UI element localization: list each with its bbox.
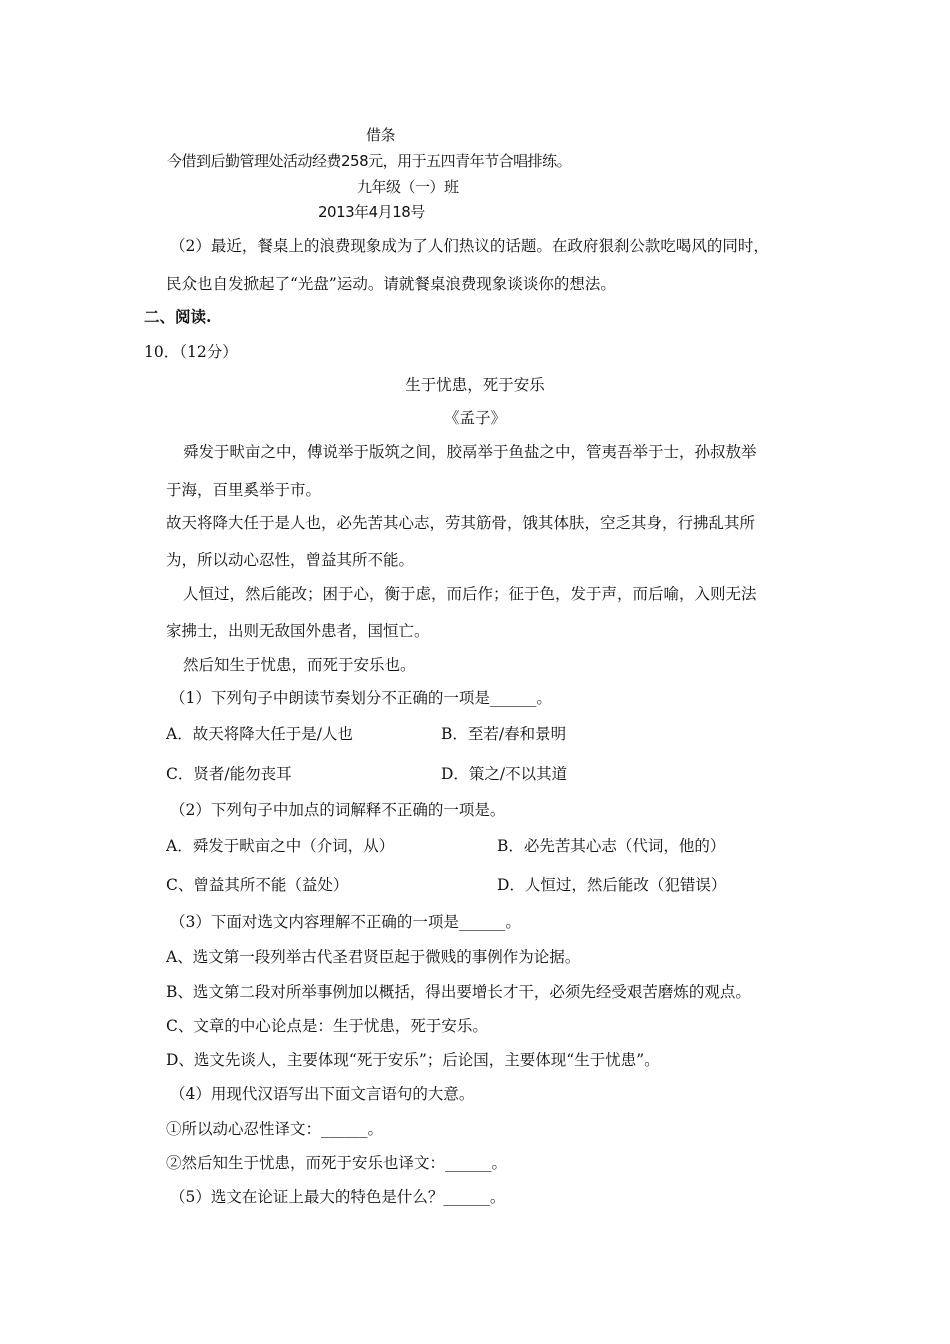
sub4-item-2: ②然后知生于忧患，而死于安乐也译文：______。 [166, 1154, 508, 1172]
sub4-item-1: ①所以动心忍性译文：______。 [166, 1120, 384, 1138]
sub2-option-a: A．舜发于畎亩之中（介词，从） [166, 837, 395, 855]
sub3-option-a: A、选文第一段列举古代圣君贤臣起于微贱的事例作为论据。 [166, 948, 581, 966]
passage-author: 《孟子》 [443, 409, 506, 427]
passage-line: 于海，百里奚举于市。 [166, 481, 322, 499]
question-number: 10．（12分） [144, 343, 238, 361]
sub2-option-c: C、曾益其所不能（益处） [166, 876, 349, 894]
sub1-option-a: A．故天将降大任于是/人也 [166, 725, 353, 743]
prompt-line-2: 民众也自发掀起了“光盘”运动。请就餐桌浪费现象谈谈你的想法。 [166, 275, 616, 293]
passage-line: 然后知生于忧患，而死于安乐也。 [183, 656, 416, 674]
passage-line: 故天将降大任于是人也，必先苦其心志，劳其筋骨，饿其体肤，空乏其身，行拂乱其所 [166, 514, 756, 532]
sub3-option-c: C、文章的中心论点是：生于忧患，死于安乐。 [166, 1017, 488, 1035]
passage-line: 舜发于畎亩之中，傅说举于版筑之间，胶鬲举于鱼盐之中，管夷吾举于士，孙叔敖举 [183, 443, 757, 461]
sub2-option-b: B．必先苦其心志（代词，他的） [497, 837, 726, 855]
sub2-stem: （2）下列句子中加点的词解释不正确的一项是。 [170, 801, 506, 819]
passage-line: 家拂士，出则无敌国外患者，国恒亡。 [166, 622, 430, 640]
sub4-stem: （4）用现代汉语写出下面文言语句的大意。 [170, 1085, 475, 1103]
passage-line: 为，所以动心忍性，曾益其所不能。 [166, 551, 415, 569]
note-date: 2013年4月18号 [318, 203, 425, 221]
note-signer: 九年级（一）班 [357, 178, 459, 196]
prompt-line-1: （2）最近，餐桌上的浪费现象成为了人们热议的话题。在政府狠刹公款吃喝风的同时， [170, 237, 769, 255]
passage-line: 人恒过，然后能改；困于心，衡于虑，而后作；征于色，发于声，而后喻，入则无法 [183, 585, 757, 603]
sub3-option-d: D、选文先谈人，主要体现“死于安乐”；后论国，主要体现“生于忧患”。 [166, 1051, 660, 1069]
sub1-option-b: B．至若/春和景明 [441, 725, 567, 743]
section-heading: 二、阅读. [144, 307, 212, 326]
note-title: 借条 [366, 126, 396, 144]
sub3-stem: （3）下面对选文内容理解不正确的一项是______。 [170, 913, 521, 931]
sub5-stem: （5）选文在论证上最大的特色是什么？______。 [170, 1188, 506, 1206]
passage-title: 生于忧患，死于安乐 [405, 376, 545, 394]
sub1-option-d: D．策之/不以其道 [441, 765, 568, 783]
sub1-stem: （1）下列句子中朗读节奏划分不正确的一项是______。 [170, 689, 552, 707]
sub1-option-c: C．贤者/能勿丧耳 [166, 765, 292, 783]
sub3-option-b: B、选文第二段对所举事例加以概括，得出要增长才干，必须先经受艰苦磨炼的观点。 [166, 983, 751, 1001]
note-body: 今借到后勤管理处活动经费258元，用于五四青年节合唱排练。 [167, 152, 572, 170]
sub2-option-d: D．人恒过，然后能改（犯错误） [497, 876, 727, 894]
